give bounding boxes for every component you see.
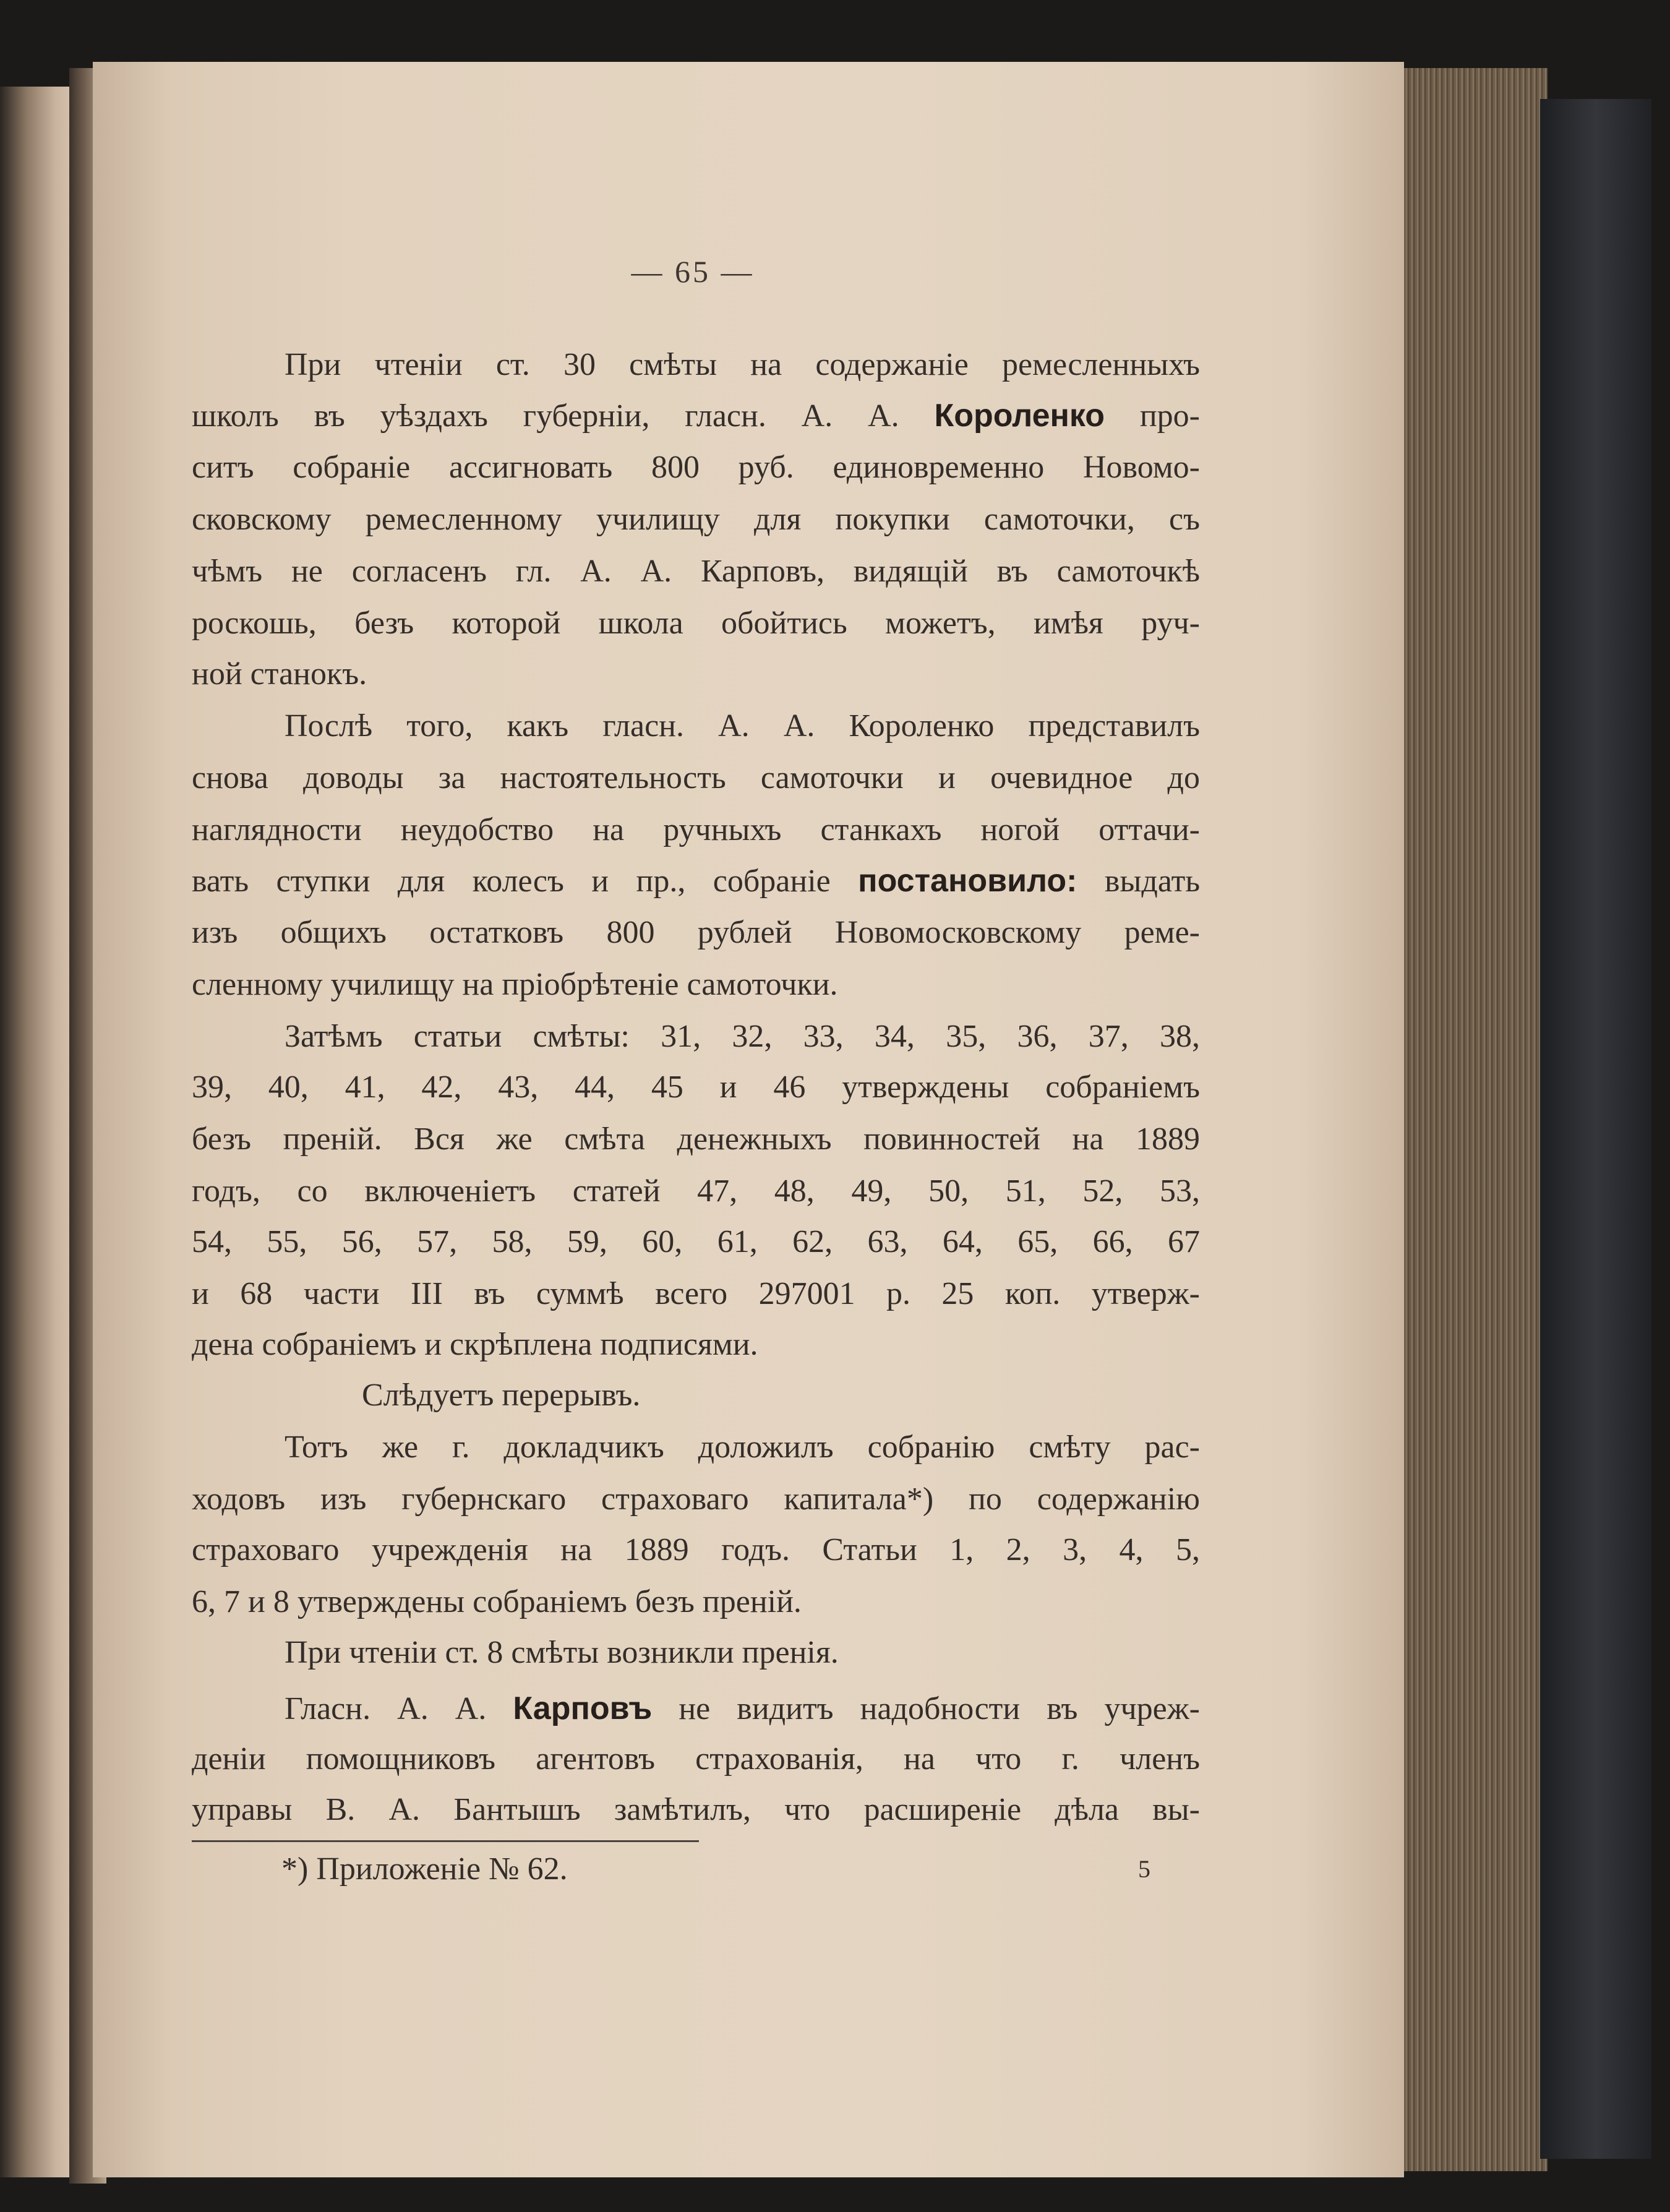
recess-line: Слѣдуетъ перерывъ. [362,1378,641,1413]
name-karpov: Карповъ [513,1691,653,1726]
p5-line-1: При чтеніи ст. 8 смѣты возникли пренія. [285,1635,839,1670]
p3-line-6: и 68 части III въ суммѣ всего 297001 р. 25 коп. утверж- [192,1276,1200,1311]
p2-line-2: снова доводы за настоятельность самоточки и очевидное до [192,760,1200,795]
printer-signature: 5 [1138,1855,1150,1883]
p2-line-1: Послѣ того, какъ гласн. А. А. Короленко представилъ [285,708,1200,744]
p2-line-5: изъ общихъ остатковъ 800 рублей Новомосковскому реме- [192,915,1200,950]
name-korolenko: Короленко [934,398,1105,434]
p1-line-1: При чтеніи ст. 30 смѣты на содержаніе ремесленныхъ [285,347,1200,382]
footnote: *) Приложеніе № 62. [281,1851,568,1887]
p2-line-4: вать ступки для колесъ и пр., собраніе постановило: выдать [192,863,1201,899]
p4-line-4: 6, 7 и 8 утверждены собраніемъ безъ преній. [192,1584,802,1619]
p3-line-2: 39, 40, 41, 42, 43, 44, 45 и 46 утверждены собраніемъ [192,1070,1200,1105]
p1-line-2: школъ въ уѣздахъ губерніи, гласн. А. А. Короленко про- [192,398,1200,434]
p6-line-1: Гласн. А. А. Карповъ не видитъ надобности въ учреж- [285,1691,1200,1726]
p4-line-1: Тотъ же г. докладчикъ доложилъ собранію смѣту рас- [285,1430,1200,1465]
p1-line-7: ной станокъ. [192,656,367,692]
p3-line-7: дена собраніемъ и скрѣплена подписями. [192,1327,758,1362]
p1-line-3: ситъ собраніе ассигновать 800 руб. единовременно Новомо- [192,450,1200,485]
p6-line-2: деніи помощниковъ агентовъ страхованія, на что г. членъ [192,1741,1200,1777]
book-cover [1540,99,1651,2159]
facing-page-edge [0,87,74,2177]
footnote-rule [192,1840,699,1842]
p4-line-3: страховаго учрежденія на 1889 годъ. Статьи 1, 2, 3, 4, 5, [192,1532,1200,1567]
p2-line-3: наглядности неудобство на ручныхъ станкахъ ногой оттачи- [192,812,1200,847]
p1-line-6: роскошь, безъ которой школа обойтись можетъ, имѣя руч- [192,606,1200,641]
page-block-edges [1399,68,1548,2171]
p1-line-4: сковскому ремесленному училищу для покупки самоточки, съ [192,502,1200,537]
p3-line-3: безъ преній. Вся же смѣта денежныхъ повинностей на 1889 [192,1121,1200,1157]
p1-line-5: чѣмъ не согласенъ гл. А. А. Карповъ, видящій въ самоточкѣ [192,554,1200,589]
page-number: — 65 — [631,254,755,289]
p4-line-2: ходовъ изъ губернскаго страховаго капитала*) по содержанію [192,1481,1200,1517]
p2-line-6: сленному училищу на пріобрѣтеніе самоточки. [192,967,838,1002]
p3-line-4: годъ, со включеніетъ статей 47, 48, 49, 50, 51, 52, 53, [192,1173,1200,1209]
p6-line-3: управы В. А. Бантышъ замѣтилъ, что расширеніе дѣла вы- [192,1792,1200,1827]
p3-line-5: 54, 55, 56, 57, 58, 59, 60, 61, 62, 63, 64, 65, 66, 67 [192,1224,1200,1259]
word-postanovilo: постановило: [858,863,1077,899]
p3-line-1: Затѣмъ статьи смѣты: 31, 32, 33, 34, 35, 36, 37, 38, [285,1019,1200,1054]
